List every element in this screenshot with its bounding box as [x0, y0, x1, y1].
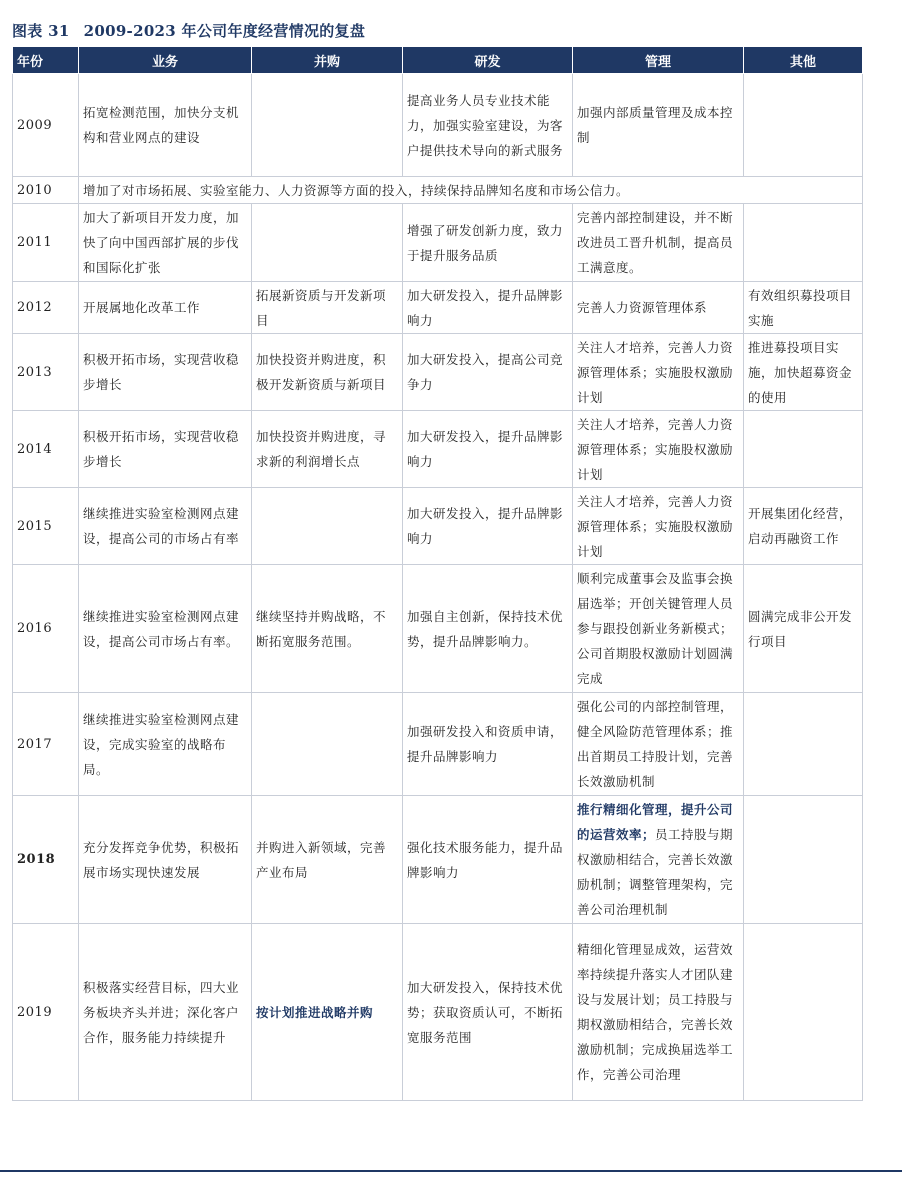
header-merger: 并购 [252, 47, 403, 74]
table-row [13, 411, 863, 488]
other-cell: 推进募投项目实施，加快超募资金的使用 [744, 334, 863, 411]
table-row [13, 924, 863, 1101]
other-cell [744, 693, 863, 796]
management-cell: 完善内部控制建设，并不断改进员工晋升机制，提高员工满意度。 [573, 204, 744, 282]
other-cell: 开展集团化经营，启动再融资工作 [744, 488, 863, 565]
business-cell: 拓宽检测范围，加快分支机构和营业网点的建设 [79, 74, 252, 177]
management-text: 员工持股与期权激励相结合，完善长效激励机制；调整管理架构，完善公司治理机制 [577, 827, 734, 917]
rd-cell: 加大研发投入，提高公司竞争力 [403, 334, 573, 411]
year-cell: 2015 [13, 488, 79, 565]
rd-cell: 加大研发投入，保持技术优势；获取资质认可，不断拓宽服务范围 [403, 924, 573, 1101]
other-cell [744, 74, 863, 177]
rd-cell: 加大研发投入，提升品牌影响力 [403, 282, 573, 334]
year-cell: 2009 [13, 74, 79, 177]
merger-cell: 继续坚持并购战略，不断拓宽服务范围。 [252, 565, 403, 693]
year-cell: 2017 [13, 693, 79, 796]
business-cell: 开展属地化改革工作 [79, 282, 252, 334]
year-cell: 2016 [13, 565, 79, 693]
table-row [13, 204, 863, 282]
year-cell: 2011 [13, 204, 79, 282]
management-cell: 强化公司的内部控制管理，健全风险防范管理体系；推出首期员工持股计划，完善长效激励机制 [573, 693, 744, 796]
merger-highlight: 按计划推进战略并购 [256, 1004, 374, 1020]
merged-cell: 增加了对市场拓展、实验室能力、人力资源等方面的投入，持续保持品牌知名度和市场公信力。 [79, 177, 863, 204]
table-row [13, 282, 863, 334]
merger-cell [252, 693, 403, 796]
merger-cell: 加快投资并购进度，积极开发新资质与新项目 [252, 334, 403, 411]
management-cell: 精细化管理显成效，运营效率持续提升落实人才团队建设与发展计划；员工持股与期权激励相结合，完善长效激励机制；完成换届选举工作，完善公司治理 [573, 924, 744, 1101]
business-cell: 充分发挥竞争优势，积极拓展市场实现快速发展 [79, 796, 252, 924]
other-cell [744, 796, 863, 924]
table-row [13, 796, 863, 924]
year-cell: 2010 [13, 177, 79, 204]
merger-cell: 拓展新资质与开发新项目 [252, 282, 403, 334]
year-cell: 2014 [13, 411, 79, 488]
figure-caption: 2009-2023 年公司年度经营情况的复盘 [83, 22, 366, 40]
merger-cell [252, 204, 403, 282]
rd-cell: 提高业务人员专业技术能力，加强实验室建设，为客 户提供技术导向的新式服务 [403, 74, 573, 177]
other-cell [744, 411, 863, 488]
merger-cell [252, 924, 403, 1101]
rd-cell: 加大研发投入，提升品牌影响力 [403, 411, 573, 488]
table-row [13, 488, 863, 565]
business-cell: 继续推进实验室检测网点建设，完成实验室的战略布局。 [79, 693, 252, 796]
business-cell: 继续推进实验室检测网点建设，提高公司市场占有率。 [79, 565, 252, 693]
business-cell: 继续推进实验室检测网点建设，提高公司的市场占有率 [79, 488, 252, 565]
rd-cell: 加强研发投入和资质申请，提升品牌影响力 [403, 693, 573, 796]
year-cell: 2012 [13, 282, 79, 334]
header-management: 管理 [573, 47, 744, 74]
management-cell: 加强内部质量管理及成本控制 [573, 74, 744, 177]
business-cell: 积极开拓市场，实现营收稳步增长 [79, 411, 252, 488]
table-row [13, 334, 863, 411]
other-cell: 圆满完成非公开发行项目 [744, 565, 863, 693]
table-row [13, 177, 863, 204]
other-cell: 有效组织募投项目实施 [744, 282, 863, 334]
table-row [13, 693, 863, 796]
year-cell: 2018 [13, 796, 79, 924]
other-cell [744, 204, 863, 282]
other-cell [744, 924, 863, 1101]
business-cell: 积极落实经营目标，四大业务板块齐头并进；深化客户合作，服务能力持续提升 [79, 924, 252, 1101]
management-cell: 完善人力资源管理体系 [573, 282, 744, 334]
table-header-row [13, 47, 863, 74]
review-table [12, 46, 863, 1101]
figure-title [12, 20, 365, 41]
business-cell: 加大了新项目开发力度，加快了向中国西部扩展的步伐和国际化扩张 [79, 204, 252, 282]
rd-cell: 增强了研发创新力度，致力于提升服务品质 [403, 204, 573, 282]
business-cell: 积极开拓市场，实现营收稳步增长 [79, 334, 252, 411]
management-highlight: 推行精细化管理，提升公司的运营效率； [577, 802, 734, 842]
header-year: 年份 [13, 47, 79, 74]
rd-cell: 强化技术服务能力，提升品牌影响力 [403, 796, 573, 924]
management-cell [573, 796, 744, 924]
rd-cell: 加强自主创新，保持技术优势，提升品牌影响力。 [403, 565, 573, 693]
management-cell: 关注人才培养，完善人力资源管理体系；实施股权激励计划 [573, 488, 744, 565]
merger-cell [252, 488, 403, 565]
header-other: 其他 [744, 47, 863, 74]
rd-cell: 加大研发投入，提升品牌影响力 [403, 488, 573, 565]
header-rd: 研发 [403, 47, 573, 74]
table-row [13, 565, 863, 693]
merger-cell [252, 74, 403, 177]
figure-label: 图表 31 [12, 22, 70, 40]
merger-cell: 并购进入新领域，完善产业布局 [252, 796, 403, 924]
management-cell: 关注人才培养，完善人力资源管理体系；实施股权激励计划 [573, 334, 744, 411]
management-cell: 顺利完成董事会及监事会换届选举；开创关键管理人员参与跟投创新业务新模式；公司首期股权激励计划圆满完成 [573, 565, 744, 693]
footer-divider [0, 1170, 902, 1172]
merger-cell: 加快投资并购进度，寻求新的利润增长点 [252, 411, 403, 488]
header-business: 业务 [79, 47, 252, 74]
table-row [13, 74, 863, 177]
year-cell: 2013 [13, 334, 79, 411]
management-cell: 关注人才培养，完善人力资源管理体系；实施股权激励计划 [573, 411, 744, 488]
year-cell: 2019 [13, 924, 79, 1101]
